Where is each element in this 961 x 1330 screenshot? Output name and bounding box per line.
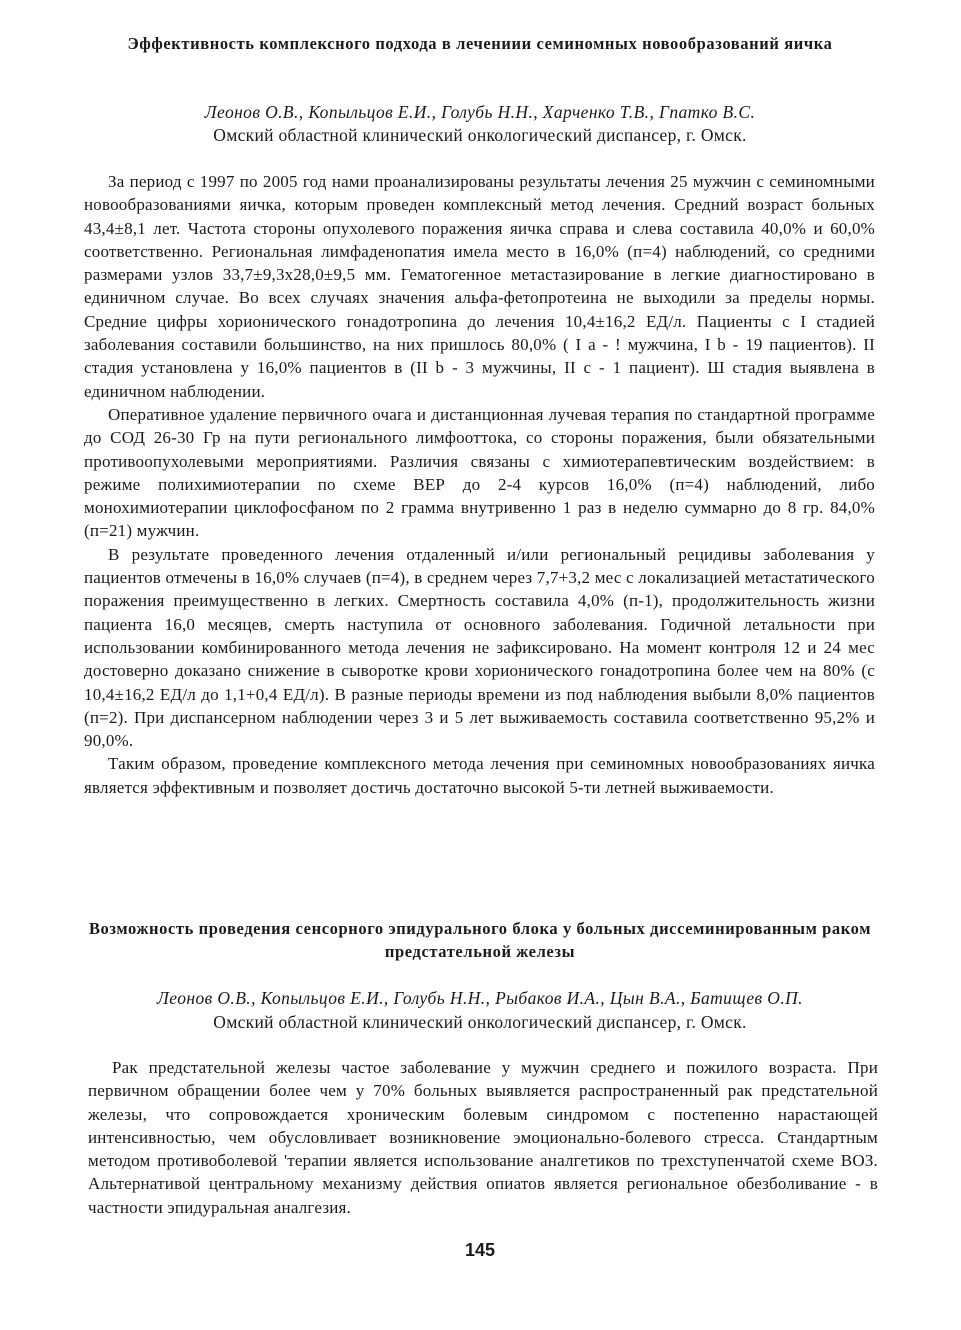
article1-paragraph-2: Оперативное удаление первичного очага и дистанционная лучевая терапия по стандартной программе до СОД 26-30 Гр на пути регионального лимфооттока, со стороны поражения, были обязательными противоопухолевыми мероприятиями. Различия связаны с химиотерапевтическим воздействием: в режиме полихимиотерапии по схеме ВЕР до 2-4 курсов 16,0% (п=4) наблюдений, либо монохимиотерапии циклофосфаном по 2 грамма внутривенно 1 раз в неделю суммарно до 8 гр. 84,0% (п=21) мужчин. — [84, 404, 875, 541]
article1-affiliation: Омский областной клинический онкологический диспансер, г. Омск. — [213, 125, 747, 145]
article2-title: Возможность проведения сенсорного эпидурального блока у больных диссеминированным раком предстательной железы — [88, 919, 872, 961]
article1-body — [84, 170, 875, 799]
article1-paragraph-3: В результате проведенного лечения отдаленный и/или региональный рецидивы заболевания у пациентов отмечены в 16,0% случаев (п=4), в среднем через 7,7+3,2 мес с локализацией метастатического поражения преимущественно в легких. Смертность составила 4,0% (п-1), продолжительность жизни пациента 16,0 месяцев, смерть наступила от основного заболевания. Годичной летальности при использовании комбинированного метода лечения не зафиксировано. На момент контроля 12 и 24 мес достоверно доказано снижение в сыворотке крови хорионического гонадотропина более чем на 80% (с 10,4±16,2 ЕД/л до 1,1+0,4 ЕД/л). В разные периоды времени из под наблюдения выбыли 8,0% пациентов (п=2). При диспансерном наблюдении через 3 и 5 лет выживаемость составила соответственно 95,2% и 90,0%. — [84, 544, 875, 751]
article1-paragraph-1: За период с 1997 по 2005 год нами проанализированы результаты лечения 25 мужчин с семиномными новообразованиями яичка, которым проведен комплексный метод лечения. Средний возраст больных 43,4±8,1 лет. Частота стороны опухолевого поражения яичка справа и слева составила 40,0% и 60,0% соответственно. Региональная лимфаденопатия имела место в 16,0% (п=4) наблюдений, со средними размерами узлов 33,7±9,3х28,0±9,5 мм. Гематогенное метастазирование в легкие диагностировано в единичном случае. Во всех случаях значения альфа-фетопротеина не выходили за пределы нормы. Средние цифры хорионического гонадотропина до лечения 10,4±16,2 ЕД/л. Пациенты с I стадией заболевания составили большинство, на них пришлось 80,0% ( I а - ! мужчина, I b - 19 пациентов). II стадия установлена у 16,0% пациентов в (II b - 3 мужчины, II с - 1 пациент). Ш стадия выявлена в единичном наблюдении. — [84, 172, 875, 401]
article2-paragraph-1: Рак предстательной железы частое заболевание у мужчин среднего и пожилого возраста. При первичном обращении более чем у 70% больных выявляется распространенный рак предстательной железы, что сопровождается хроническим болевым синдромом с постепенно нарастающей интенсивностью, чем обусловливает возникновение эмоционально-болевого стресса. Стандартным методом противоболевой 'терапии является использование аналгетиков по трехступенчатой схеме ВОЗ. Альтернативой центральному механизму действия опиатов является региональное обезболивание - в частности эпидуральная аналгезия. — [88, 1058, 878, 1217]
article2-affiliation: Омский областной клинический онкологический диспансер, г. Омск. — [213, 1012, 747, 1032]
article1-authors: Леонов О.В., Копыльцов Е.И., Голубь Н.Н., Харченко Т.В., Гпатко В.С. — [204, 102, 756, 122]
page-number: 145 — [464, 1240, 496, 1260]
article1-title: Эффективность комплексного подхода в лечениии семиномных новообразований яичка — [127, 34, 833, 53]
article1-paragraph-4: Таким образом, проведение комплексного метода лечения при семиномных новообразованиях яичка является эффективным и позволяет достичь достаточно высокой 5-ти летней выживаемости. — [84, 754, 875, 797]
article2-body — [88, 1056, 878, 1219]
article2-authors: Леонов О.В., Копыльцов Е.И., Голубь Н.Н., Рыбаков И.А., Цын В.А., Батищев О.П. — [157, 988, 803, 1008]
